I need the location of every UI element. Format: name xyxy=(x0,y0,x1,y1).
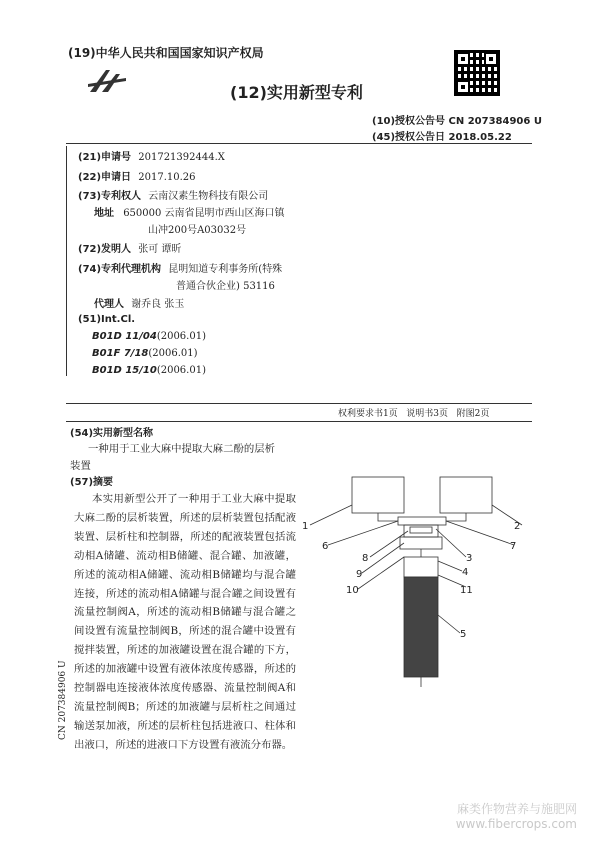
figure-label: 3 xyxy=(466,553,473,564)
column-inlet-shape xyxy=(404,557,438,577)
pages-divider-top xyxy=(66,403,532,404)
dosing-tank-shape xyxy=(400,537,442,549)
int-cl-version: (2006.01) xyxy=(148,348,198,359)
stirrer-shape xyxy=(410,527,432,533)
filing-date-label: (22)申请日 xyxy=(78,172,132,183)
filing-date-row xyxy=(78,168,196,183)
figure-label: 4 xyxy=(462,567,469,578)
int-cl-label: (51)Int.Cl. xyxy=(78,314,136,325)
int-cl-version: (2006.01) xyxy=(156,331,206,342)
office-name: (19)中华人民共和国国家知识产权局 xyxy=(68,46,264,60)
pages-info: 权利要求书1页 说明书3页 附图2页 xyxy=(338,409,490,419)
watermark-url: www.fibercrops.com xyxy=(455,817,577,831)
owner: 云南汉素生物科技有限公司 xyxy=(148,191,269,202)
qr-code-icon xyxy=(454,50,500,96)
chromatography-column-shape xyxy=(404,577,438,677)
apparatus-figure xyxy=(300,465,530,695)
inventor-label: (72)发明人 xyxy=(78,244,132,255)
figure-label: 10 xyxy=(346,585,359,596)
int-cl-item xyxy=(92,365,206,376)
agency-label: (74)专利代理机构 xyxy=(78,264,162,275)
address-line1: 650000 云南省昆明市西山区海口镇 xyxy=(123,208,285,219)
abstract-text: 本实用新型公开了一种用于工业大麻中提取大麻二酚的层析装置，所述的层析装置包括配液装置、层析柱和控制器，所述的配液装置包括流动相A储罐、流动相B储罐、混合罐、加液罐，所述的流动相A储罐、流动相B储罐均与混合罐连接，所述的流动相A储罐与混合罐之间设置有流量控制阀A，所述的流动相B储罐与混合罐之间设置有流量控制阀B，所述的混合罐中设置有搅拌装置，所述的加液罐设置在混合罐的下方，所述的加液罐中设置有液体浓度传感器，所述的控制器电连接液体浓度传感器、流量控制阀A和流量控制阀B；所述的加液罐与层析柱之间通过输送泵加液，所述的层析柱包括进液口、柱体和出液口，所述的进液口下方设置有液流分布器。 xyxy=(74,493,296,751)
agent-label: 代理人 xyxy=(94,299,124,310)
agent-row xyxy=(94,295,184,310)
figure-label: 11 xyxy=(460,585,473,596)
publication-number: (10)授权公告号 CN 207384906 U xyxy=(372,116,542,127)
tank-a-shape xyxy=(352,477,404,513)
agency-row xyxy=(78,260,282,275)
valve-block xyxy=(398,517,446,525)
utility-model-title-line1: 一种用于工业大麻中提取大麻二酚的层析 xyxy=(88,443,276,455)
figure-label: 6 xyxy=(322,541,329,552)
agents: 谢乔良 张玉 xyxy=(131,299,185,310)
abstract-label: (57)摘要 xyxy=(70,477,114,488)
title-label: (54)实用新型名称 xyxy=(70,428,154,439)
leader-4 xyxy=(438,561,462,571)
leader-3 xyxy=(436,529,466,557)
address-label: 地址 xyxy=(94,208,114,219)
leader-1 xyxy=(310,505,352,525)
figure-label: 8 xyxy=(362,553,369,564)
utility-model-title-line2: 装置 xyxy=(70,460,91,472)
int-cl-code: B01F 7/18 xyxy=(92,348,149,359)
header-divider xyxy=(66,143,532,144)
int-cl-item xyxy=(92,331,206,342)
filing-date: 2017.10.26 xyxy=(138,172,196,183)
leader-7 xyxy=(446,521,514,545)
publication-date: (45)授权公告日 2018.05.22 xyxy=(372,132,512,143)
pages-divider-bottom xyxy=(66,421,532,422)
agency-line2: 普通合伙企业) 53116 xyxy=(176,281,275,292)
tank-b-shape xyxy=(440,477,492,513)
figure-label: 9 xyxy=(356,569,363,580)
figure-label: 7 xyxy=(510,541,517,552)
inventor-row xyxy=(78,240,181,255)
inventors: 张可 谭昕 xyxy=(138,244,182,255)
int-cl-code: B01D 11/04 xyxy=(92,331,157,342)
figure-label: 1 xyxy=(302,521,309,532)
pipe-a xyxy=(378,513,398,521)
address-line2: 山冲200号A03032号 xyxy=(148,225,247,236)
agency-line1: 昆明知道专利事务所(特殊 xyxy=(168,264,283,275)
owner-label: (73)专利权人 xyxy=(78,191,142,202)
leader-6 xyxy=(328,521,398,545)
int-cl-version: (2006.01) xyxy=(156,365,206,376)
leader-5 xyxy=(438,615,460,633)
pipe-b xyxy=(446,513,466,521)
application-number-label: (21)申请号 xyxy=(78,152,132,163)
figure-label: 2 xyxy=(514,521,521,532)
int-cl-code: B01D 15/10 xyxy=(92,365,157,376)
side-publication-number: CN 207384906 U xyxy=(58,660,68,740)
owner-row xyxy=(78,187,268,202)
watermark-site-name: 麻类作物营养与施肥网 xyxy=(456,802,577,816)
biblio-side-rule xyxy=(66,146,67,376)
cnipa-logo-icon xyxy=(86,66,130,96)
address-row xyxy=(94,204,285,219)
application-number: 201721392444.X xyxy=(138,152,225,163)
int-cl-item xyxy=(92,348,198,359)
application-number-row xyxy=(78,148,225,163)
figure-label: 5 xyxy=(460,629,467,640)
abstract-body xyxy=(74,490,296,755)
document-type: (12)实用新型专利 xyxy=(230,83,363,102)
